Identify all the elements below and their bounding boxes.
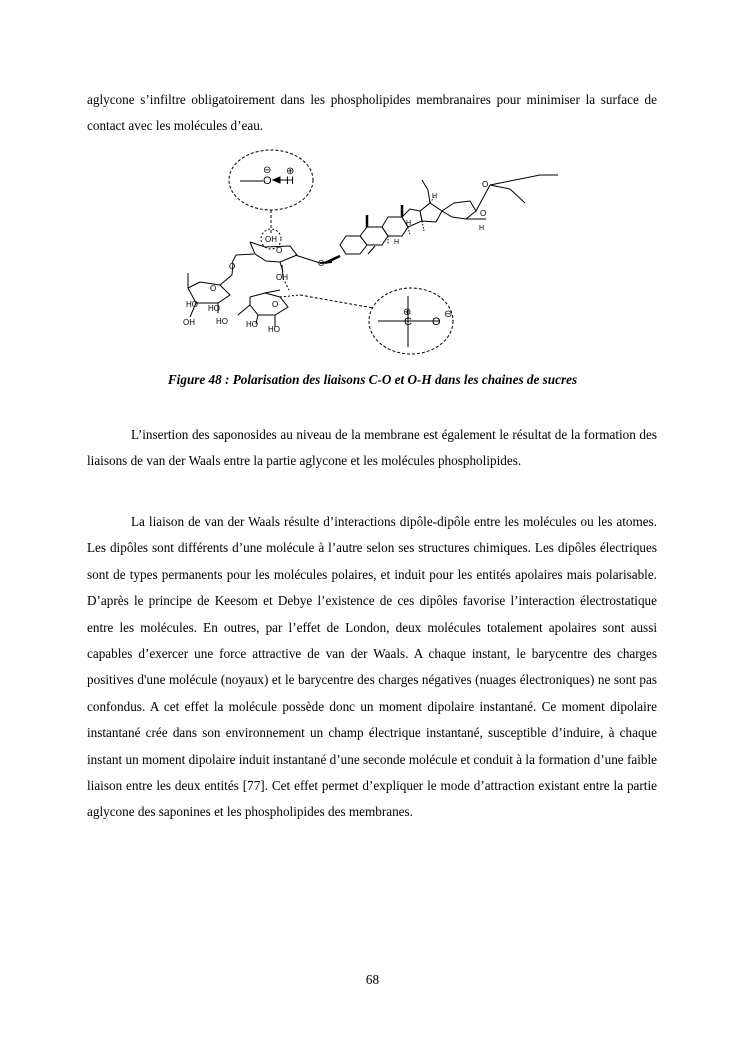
sugar2-ho-1: HO (186, 300, 198, 309)
spiro-o-1: O (482, 180, 489, 189)
oh-circled-label: OH (265, 235, 277, 244)
sugar3-ring-o: O (272, 300, 279, 309)
sugar2-ring-o: O (210, 284, 217, 293)
van-der-waals-paragraph: La liaison de van der Waals résulte d’interactions dipôle-dipôle entre les molécules ou les atomes. Les dipôles sont différents d’une molécule à l’autre selon ses structures chimiques. Les dipôles électriques sont de types permanents pour les molécules polaires, et induit pour les entités apolaires mais polarisable. D’après le principe de Keesom et Debye l’existence de ces dipôles favorise l’interaction électrostatique entre les molécules. En outres, par l’effet de London, deux molécules totalement apolaires sont aussi capables d’exercer une force attractive de van der Waals. A chaque instant, le barycentre des charges positives d'une molécule (noyaux) et le barycentre des charges négatives (nuages électroniques) ne sont pas confondus. A cet effet la molécule possède donc un moment dipolaire instantané. Ce moment dipolaire instantané crée dans son environnement un champ électrique instantané, susceptible d’induire, à chaque instant un moment dipolaire induit instantané d’une seconde molécule et conduit à la formation d’une faible liaison entre les deux entités [77]. Cet effet permet d’expliquer le mode d’attraction existant entre la partie aglycone des saponines et les phospholipides des membranes. (87, 514, 657, 820)
intro-paragraph: aglycone s’infiltre obligatoirement dans les phospholipides membranaires pour minimiser la surface de contact avec les molécules d’eau. (87, 92, 657, 134)
co-bubble-c: C (404, 316, 412, 328)
glycoside-o: O (318, 259, 325, 268)
sugar-linkage-o: O (229, 262, 236, 271)
steroid-h-2: H (406, 220, 412, 227)
co-bubble-charge-o: ⊖ (444, 309, 453, 320)
oh-bubble-o: O (263, 175, 272, 187)
steroid-h-4: H (479, 225, 485, 232)
spiro-o-2: O (480, 209, 487, 218)
figure-caption: Figure 48 : Polarisation des liaisons C-O et O-H dans les chaines de sucres (167, 372, 578, 387)
sugar1-oh: OH (276, 273, 288, 282)
oh-bubble-charge-h: ⊕ (286, 166, 295, 177)
insertion-paragraph: L’insertion des saponosides au niveau de la membrane est également le résultat de la formation des liaisons de van der Waals entre la partie aglycone et les molécules phospholipides. (87, 427, 657, 469)
sugar2-oh-3: OH (183, 318, 195, 327)
co-bubble-o: O (432, 316, 441, 328)
co-bubble-charge-c: ⊕ (403, 307, 412, 318)
co-connector (300, 295, 373, 308)
steroid-h-3: H (394, 239, 400, 246)
oh-bubble-h: H (286, 175, 294, 187)
sugar3-ho-3: HO (268, 325, 280, 334)
steroid-h-1: H (432, 193, 438, 200)
sugar2-ho-2: HO (208, 304, 220, 313)
sugar3-ho-2: HO (246, 320, 258, 329)
oh-bubble-charge-o: ⊖ (263, 165, 272, 176)
saponin-polarization-figure (170, 145, 600, 360)
page-number: 68 (365, 972, 380, 987)
sugar3-ho-1: HO (216, 317, 228, 326)
sugar1-ring-o: O (276, 246, 283, 255)
